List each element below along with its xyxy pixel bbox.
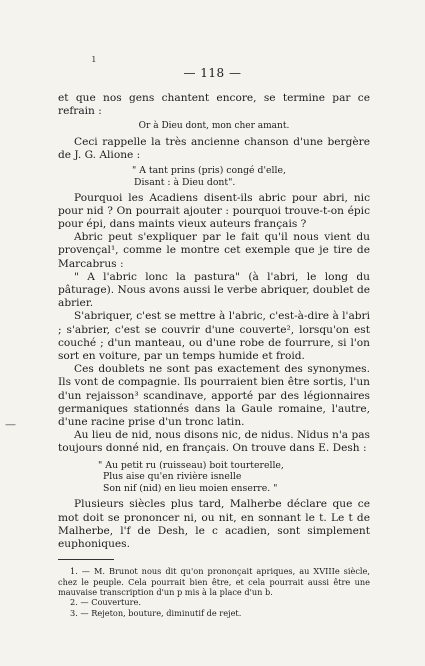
paragraph: Pourquoi les Acadiens disent-ils abric pour abri, nic pour nid ? On pourrait ajouter : pourquoi trouve-t-on épic pour épi, dans maints vieux auteurs français ? [58,191,370,230]
verse-line: Son nif (nid) en lieu moien enserre. " [103,482,278,494]
body-text [58,92,370,618]
footnote-rule [58,559,114,560]
verse-quote [132,165,370,188]
paragraph: Ceci rappelle la très ancienne chanson d'une bergère de J. G. Alione : [58,135,370,162]
verse-line: Disant : à Dieu dont". [134,176,236,188]
verse-line: Plus aise qu'en rivière isnelle [103,471,242,483]
verse-quote [98,460,370,495]
paragraph: S'abriquer, c'est se mettre à l'abric, c'est-à-dire à l'abri ; s'abrier, c'est se couvrir d'une couverte², lorsqu'on est couché ; d'un manteau, ou d'une robe de fourrure, si l'on sort en voiture, par un temps humide et froid. [58,310,370,362]
page-number: — 118 — [183,66,242,80]
paragraph: Abric peut s'expliquer par le fait qu'il nous vient du provençal¹, comme le montre cet exemple que je tire de Marcabrus : [58,231,370,270]
margin-dash: — [5,418,16,431]
paragraph: " A l'abric lonc la pastura" (à l'abri, le long du pâturage). Nous avons aussi le verbe abriquer, doublet de abrier. [58,270,370,310]
pencil-mark: ı [92,52,96,65]
paragraph: Ces doublets ne sont pas exactement des synonymes. Ils vont de compagnie. Ils pourraient bien être sortis, l'un d'un rejaisson³ scandinave, apporté par des légionnaires germaniques stationnés dans la Gaule romaine, l'autre, d'une racine prise d'un tronc latin. [58,363,370,428]
paragraph: Au lieu de nid, nous disons nic, de nidus. Nidus n'a pas toujours donné nid, en français. On trouve dans E. Desh : [58,429,370,455]
footnote: 3. — Rejeton, bouture, diminutif de rejet. [70,607,242,618]
refrain-line: Or à Dieu dont, mon cher amant. [138,121,290,132]
footnote: 1. — M. Brunot nous dit qu'on prononçait apriques, au XVIIIe siècle, chez le peuple. Cela pourrait bien être, et cela pourrait aussi être une mauvaise transcription d'un p mis à la place d'un b. [58,566,370,597]
verse-line: " Au petit ru (ruisseau) boit tourterelle, [98,459,284,471]
paragraph: et que nos gens chantent encore, se termine par ce refrain : [58,92,370,118]
footnote: 2. — Couverture. [70,597,141,608]
footnotes [58,566,370,618]
paragraph: Plusieurs siècles plus tard, Malherbe déclare que ce mot doit se prononcer ni, ou nit, en sonnant le t. Le t de Malherbe, l'f de Desh, le c acadien, sont simplement euphoniques. [58,498,370,550]
verse-line: " A tant prins (pris) congé d'elle, [132,165,286,177]
